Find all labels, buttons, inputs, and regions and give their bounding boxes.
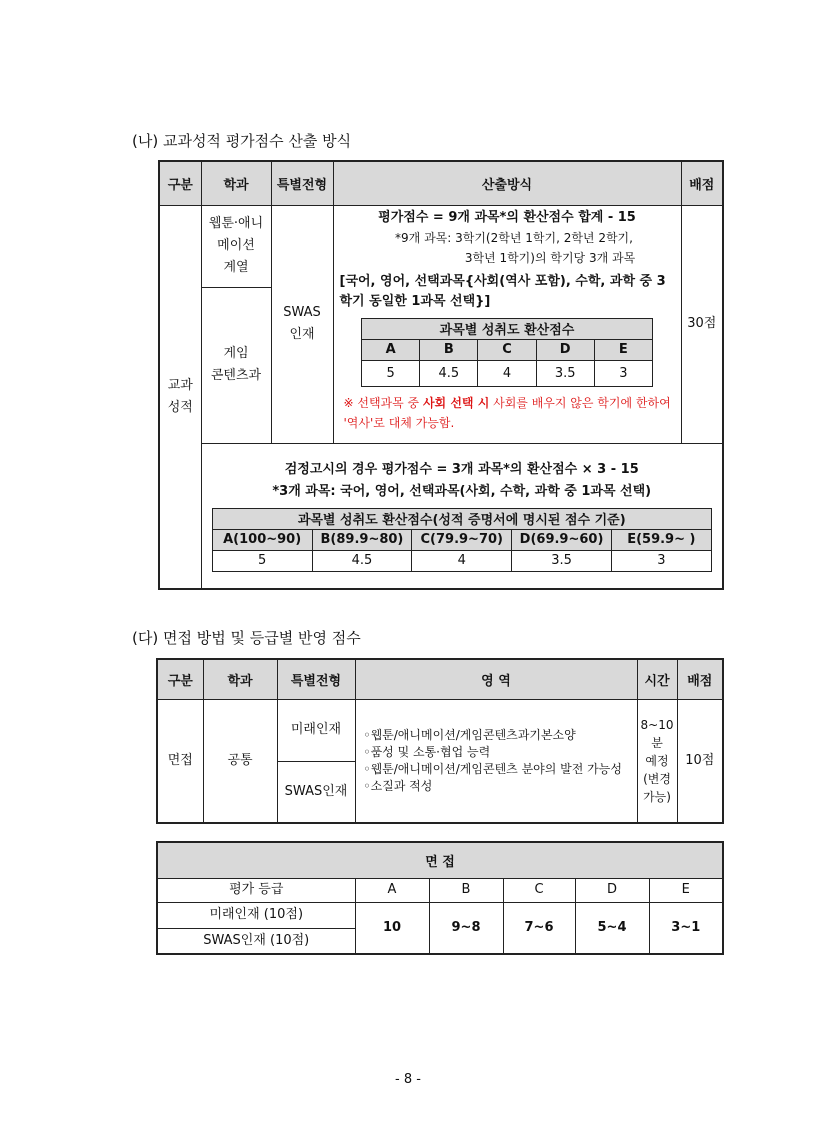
header-points: 배점: [681, 161, 723, 205]
ged-score-d: 3.5: [512, 550, 612, 571]
grade-e: E: [649, 878, 723, 902]
method-cell: [333, 205, 681, 443]
section-na-title: (나) 교과성적 평가점수 산출 방식: [132, 132, 352, 150]
ged-score-a: 5: [212, 550, 312, 571]
area-item: ◦소질과 적성: [363, 778, 433, 793]
section-da-title: (다) 면접 방법 및 등급별 반영 점수: [132, 629, 361, 647]
track-future: 미래인재: [277, 699, 355, 761]
grade-d: D: [575, 878, 649, 902]
subjects-note-2: 3학년 1학기)의 학기당 3개 과목: [464, 250, 636, 265]
score-c: 4: [478, 360, 536, 386]
ged-cell: [201, 443, 723, 589]
ged-table-title: 과목별 성취도 환산점수(성적 증명서에 명시된 점수 기준): [212, 508, 711, 529]
score-e: 3~1: [649, 902, 723, 954]
row-future: 미래인재 (10점): [157, 902, 355, 928]
time-cell: 8~10 분 예정 (변경 가능): [637, 699, 677, 823]
grade-c: C: [503, 878, 575, 902]
header-method: 산출방식: [333, 161, 681, 205]
points-cell: 30점: [681, 205, 723, 443]
ged-note: *3개 과목: 국어, 영어, 선택과목(사회, 수학, 과학 중 1과목 선택): [272, 483, 652, 499]
header-category: 구분: [159, 161, 201, 205]
grade-d: D: [536, 339, 594, 360]
interview-table-title: 면 접: [157, 842, 723, 878]
ged-grade-c: C(79.9~70): [412, 529, 512, 550]
interview-points: 10점: [677, 699, 723, 823]
category-cell: 교과 성적: [159, 205, 201, 589]
grade-a: A: [362, 339, 420, 360]
area-item: ◦웹툰/애니메이션/게임콘텐츠과기본소양: [363, 727, 576, 742]
grade-label: 평가 등급: [157, 878, 355, 902]
warning-bold: 사회 선택 시: [422, 395, 490, 410]
warning-note: [340, 393, 675, 433]
grade-score-table: [158, 160, 724, 590]
page-number: - 8 -: [395, 1072, 421, 1087]
header-time: 시간: [637, 659, 677, 699]
score-d: 3.5: [536, 360, 594, 386]
ged-grade-b: B(89.9~80): [312, 529, 412, 550]
grade-e: E: [594, 339, 652, 360]
grade-b: B: [420, 339, 478, 360]
area-cell: [355, 699, 637, 823]
warning-prefix: ※ 선택과목 중: [343, 395, 423, 410]
score-a: 5: [362, 360, 420, 386]
row-swas: SWAS인재 (10점): [157, 928, 355, 954]
interview-dept: 공통: [203, 699, 277, 823]
header-area: 영 역: [355, 659, 637, 699]
score-table: [361, 318, 653, 387]
subjects-list: [국어, 영어, 선택과목{사회(역사 포함), 수학, 과학 중 3학기 동일한 1과목 선택}]: [339, 273, 666, 309]
interview-grade-table: [156, 841, 724, 955]
header-points: 배점: [677, 659, 723, 699]
score-c: 7~6: [503, 902, 575, 954]
interview-method-table: [156, 658, 724, 824]
score-table-title: 과목별 성취도 환산점수: [362, 318, 653, 339]
header-track: 특별전형: [277, 659, 355, 699]
score-e: 3: [594, 360, 652, 386]
warning-rest: 사회를 배우지 않은 학기에 한하여 '역사'로 대체 가능함.: [343, 395, 671, 430]
grade-c: C: [478, 339, 536, 360]
ged-grade-a: A(100~90): [212, 529, 312, 550]
ged-score-e: 3: [611, 550, 711, 571]
grade-a: A: [355, 878, 429, 902]
grade-b: B: [429, 878, 503, 902]
header-dept: 학과: [201, 161, 271, 205]
track-swas: SWAS 인재: [271, 205, 333, 443]
header-category: 구분: [157, 659, 203, 699]
header-track: 특별전형: [271, 161, 333, 205]
ged-formula: 검정고시의 경우 평가점수 = 3개 과목*의 환산점수 × 3 - 15: [284, 461, 639, 477]
ged-grade-e: E(59.9~ ): [611, 529, 711, 550]
track-swas: SWAS인재: [277, 761, 355, 823]
dept-game: 게임 콘텐츠과: [201, 287, 271, 443]
ged-grade-d: D(69.9~60): [512, 529, 612, 550]
area-item: ◦웹툰/애니메이션/게임콘텐츠 분야의 발전 가능성: [363, 761, 622, 776]
header-dept: 학과: [203, 659, 277, 699]
score-b: 4.5: [420, 360, 478, 386]
dept-webtoon: 웹툰·애니 메이션 계열: [201, 205, 271, 287]
score-b: 9~8: [429, 902, 503, 954]
ged-score-c: 4: [412, 550, 512, 571]
score-a: 10: [355, 902, 429, 954]
area-item: ◦품성 및 소통·협업 능력: [363, 744, 491, 759]
ged-score-table: [212, 508, 712, 572]
formula: 평가점수 = 9개 과목*의 환산점수 합계 - 15: [378, 209, 636, 225]
score-d: 5~4: [575, 902, 649, 954]
ged-score-b: 4.5: [312, 550, 412, 571]
subjects-note-1: *9개 과목: 3학기(2학년 1학기, 2학년 2학기,: [395, 230, 633, 245]
interview-category: 면접: [157, 699, 203, 823]
